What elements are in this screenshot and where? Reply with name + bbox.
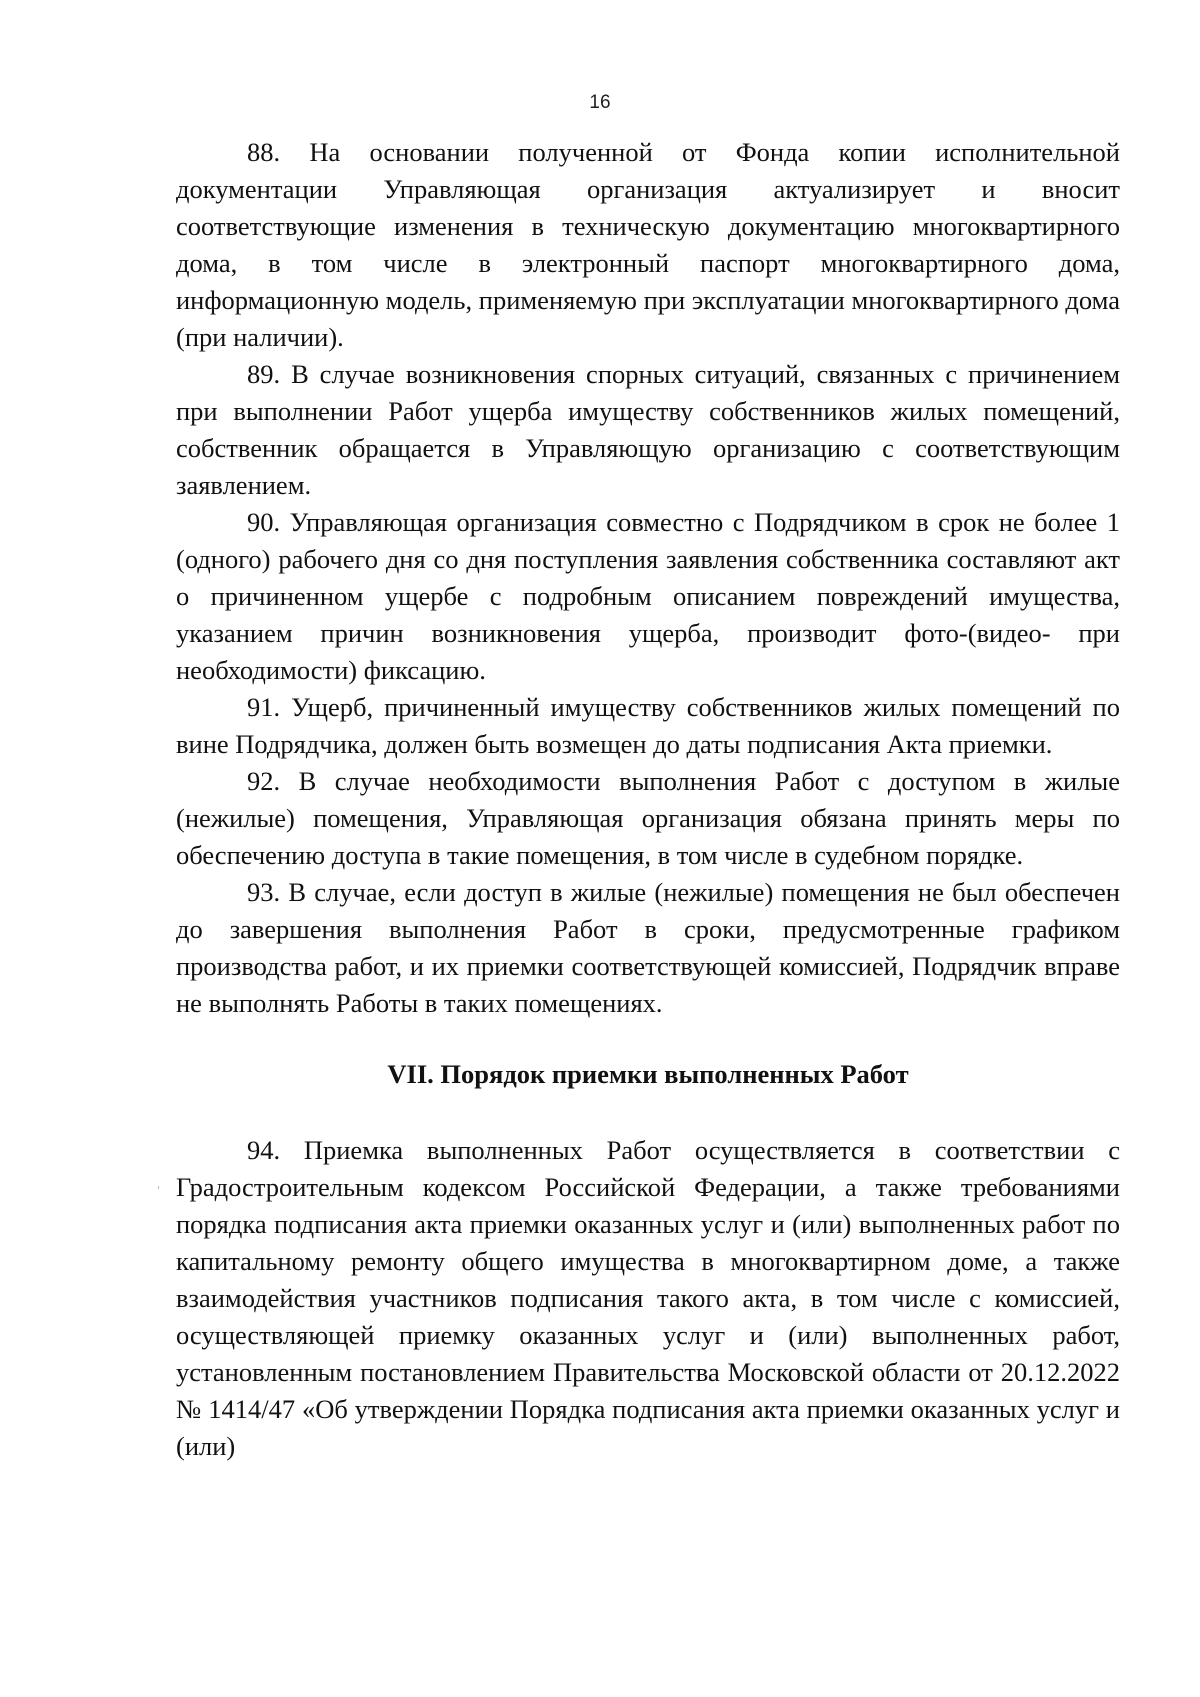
paragraph-91: 91. Ущерб, причиненный имуществу собственников жилых помещений по вине Подрядчика, должен быть возмещен до даты подписания Акта приемки. <box>176 692 1120 759</box>
paragraph-89: 89. В случае возникновения спорных ситуаций, связанных с причинением при выполнении Работ ущерба имуществу собственников жилых помещений, собственник обращается в Управляющую организацию с соответствующим заявлением. <box>176 359 1120 500</box>
scan-artifact <box>158 1186 159 1189</box>
paragraph-93: 93. В случае, если доступ в жилые (нежилые) помещения не был обеспечен до завершения выполнения Работ в сроки, предусмотренные графиком производства работ, и их приемки соответствующей комиссией, Подрядчик вправе не выполнять Работы в таких помещениях. <box>176 877 1120 1018</box>
document-body <box>176 134 1120 1465</box>
paragraph-94: 94. Приемка выполненных Работ осуществляется в соответствии с Градостроительным кодексом Российской Федерации, а также требованиями порядка подписания акта приемки оказанных услуг и (или) выполненных работ по капитальному ремонту общего имущества в многоквартирном доме, а также взаимодействия участников подписания такого акта, в том числе с комиссией, осуществляющей приемку оказанных услуг и (или) выполненных работ, установленным постановлением Правительства Московской области от 20.12.2022 № 1414/47 «Об утверждении Порядка подписания акта приемки оказанных услуг и (или) <box>176 1135 1120 1461</box>
paragraph-88: 88. На основании полученной от Фонда копии исполнительной документации Управляющая организация актуализирует и вносит соответствующие изменения в техническую документацию многоквартирного дома, в том числе в электронный паспорт многоквартирного дома, информационную модель, применяемую при эксплуатации многоквартирного дома (при наличии). <box>176 137 1120 352</box>
paragraph-90: 90. Управляющая организация совместно с Подрядчиком в срок не более 1 (одного) рабочего дня со дня поступления заявления собственника составляют акт о причиненном ущербе с подробным описанием повреждений имущества, указанием причин возникновения ущерба, производит фото-(видео- при необходимости) фиксацию. <box>176 507 1120 685</box>
section-heading: VII. Порядок приемки выполненных Работ <box>387 1059 909 1089</box>
paragraph-92: 92. В случае необходимости выполнения Работ с доступом в жилые (нежилые) помещения, Управляющая организация обязана принять меры по обеспечению доступа в такие помещения, в том числе в судебном порядке. <box>176 766 1120 870</box>
page-number: 16 <box>589 92 611 113</box>
